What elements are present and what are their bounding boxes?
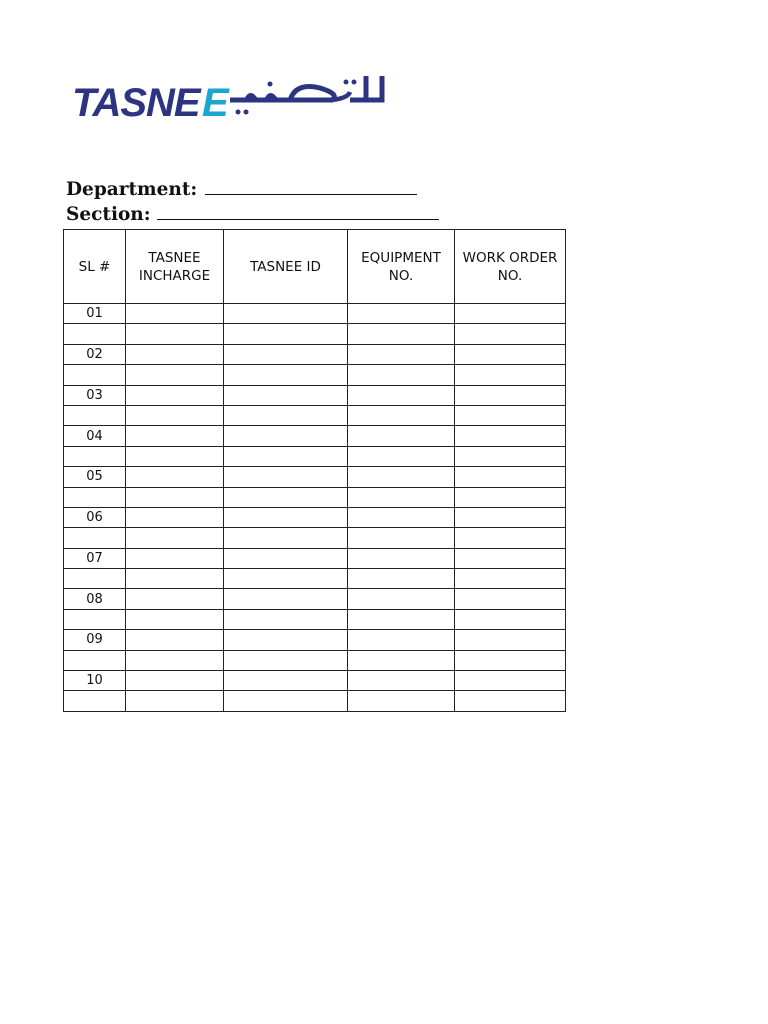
entry-cell[interactable]	[224, 548, 348, 568]
svg-text:TASNE: TASNE	[72, 81, 200, 122]
entry-cell[interactable]	[348, 426, 455, 446]
svg-text:E: E	[202, 81, 229, 122]
entry-cell[interactable]	[348, 487, 455, 507]
entry-cell[interactable]	[455, 569, 566, 589]
table-row	[64, 304, 566, 324]
entry-cell[interactable]	[126, 344, 224, 364]
table-row	[64, 630, 566, 650]
department-label: Department:	[66, 179, 198, 200]
entry-cell[interactable]	[455, 365, 566, 385]
entry-cell[interactable]	[126, 426, 224, 446]
header-equipment-no: EQUIPMENT NO.	[348, 230, 455, 304]
serial-cell: 01	[64, 304, 126, 324]
entry-cell[interactable]	[126, 528, 224, 548]
table-header-row	[64, 230, 566, 304]
table-row	[64, 365, 566, 385]
entry-cell[interactable]	[348, 630, 455, 650]
serial-cell: 08	[64, 589, 126, 609]
table-row	[64, 385, 566, 405]
entry-cell[interactable]	[455, 446, 566, 466]
serial-cell: 04	[64, 426, 126, 446]
entry-cell[interactable]	[126, 365, 224, 385]
entry-cell[interactable]	[348, 324, 455, 344]
table-row	[64, 405, 566, 425]
entry-cell[interactable]	[126, 589, 224, 609]
header-incharge: TASNEE INCHARGE	[126, 230, 224, 304]
entry-cell[interactable]	[224, 671, 348, 691]
entry-cell[interactable]	[224, 609, 348, 629]
serial-cell: 09	[64, 630, 126, 650]
entry-cell[interactable]	[348, 569, 455, 589]
entry-cell[interactable]	[224, 691, 348, 711]
entry-cell[interactable]	[224, 405, 348, 425]
table-row	[64, 671, 566, 691]
table-row	[64, 589, 566, 609]
serial-cell	[64, 365, 126, 385]
entry-cell[interactable]	[455, 691, 566, 711]
entry-cell[interactable]	[126, 569, 224, 589]
table-row	[64, 609, 566, 629]
entry-cell[interactable]	[126, 630, 224, 650]
table-row	[64, 548, 566, 568]
serial-cell: 06	[64, 507, 126, 527]
entry-cell[interactable]	[455, 324, 566, 344]
entry-cell[interactable]	[455, 609, 566, 629]
entry-cell[interactable]	[224, 569, 348, 589]
serial-cell: 10	[64, 671, 126, 691]
section-label: Section:	[66, 204, 151, 225]
serial-cell: 05	[64, 467, 126, 487]
entry-cell[interactable]	[224, 630, 348, 650]
entry-cell[interactable]	[224, 304, 348, 324]
entry-cell[interactable]	[348, 650, 455, 670]
entry-cell[interactable]	[348, 609, 455, 629]
entry-cell[interactable]	[348, 548, 455, 568]
serial-cell	[64, 691, 126, 711]
entry-cell[interactable]	[126, 467, 224, 487]
entry-cell[interactable]	[224, 487, 348, 507]
entry-cell[interactable]	[224, 467, 348, 487]
entry-cell[interactable]	[348, 344, 455, 364]
table-row	[64, 324, 566, 344]
entry-cell[interactable]	[348, 385, 455, 405]
entry-cell[interactable]	[455, 405, 566, 425]
entry-cell[interactable]	[348, 365, 455, 385]
entry-cell[interactable]	[126, 609, 224, 629]
entry-cell[interactable]	[126, 650, 224, 670]
entry-cell[interactable]	[455, 507, 566, 527]
serial-cell	[64, 650, 126, 670]
entry-cell[interactable]	[126, 671, 224, 691]
entry-cell[interactable]	[348, 467, 455, 487]
entry-cell[interactable]	[126, 324, 224, 344]
entry-cell[interactable]	[224, 507, 348, 527]
entry-cell[interactable]	[348, 304, 455, 324]
header-sl: SL #	[64, 230, 126, 304]
header-tasnee-id: TASNEE ID	[224, 230, 348, 304]
entry-cell[interactable]	[224, 589, 348, 609]
serial-cell	[64, 528, 126, 548]
entry-cell[interactable]	[455, 467, 566, 487]
serial-cell	[64, 569, 126, 589]
section-blank-line[interactable]	[157, 203, 439, 220]
entry-cell[interactable]	[455, 528, 566, 548]
entry-cell[interactable]	[348, 405, 455, 425]
entry-cell[interactable]	[224, 446, 348, 466]
serial-cell: 03	[64, 385, 126, 405]
table-row	[64, 569, 566, 589]
entry-cell[interactable]	[348, 691, 455, 711]
entry-cell[interactable]	[455, 304, 566, 324]
serial-cell	[64, 487, 126, 507]
entry-cell[interactable]	[224, 365, 348, 385]
entry-cell[interactable]	[348, 671, 455, 691]
entry-cell[interactable]	[224, 344, 348, 364]
header-work-order-no: WORK ORDER NO.	[455, 230, 566, 304]
table-row	[64, 691, 566, 711]
serial-cell	[64, 324, 126, 344]
entry-cell[interactable]	[455, 487, 566, 507]
serial-cell	[64, 405, 126, 425]
table-row	[64, 487, 566, 507]
entry-cell[interactable]	[126, 405, 224, 425]
entry-cell[interactable]	[224, 426, 348, 446]
entry-cell[interactable]	[126, 385, 224, 405]
entry-cell[interactable]	[224, 528, 348, 548]
section-field	[66, 203, 439, 225]
serial-cell	[64, 609, 126, 629]
table-row	[64, 344, 566, 364]
entry-cell[interactable]	[348, 446, 455, 466]
table-body	[64, 304, 566, 712]
serial-cell: 07	[64, 548, 126, 568]
table-row	[64, 507, 566, 527]
department-field	[66, 178, 417, 200]
entry-cell[interactable]	[224, 650, 348, 670]
entry-cell[interactable]	[348, 507, 455, 527]
department-blank-line[interactable]	[205, 178, 417, 195]
table-row	[64, 426, 566, 446]
entry-cell[interactable]	[455, 589, 566, 609]
entry-cell[interactable]	[455, 344, 566, 364]
entry-cell[interactable]	[126, 691, 224, 711]
serial-cell	[64, 446, 126, 466]
entry-cell[interactable]	[126, 548, 224, 568]
entry-cell[interactable]	[126, 487, 224, 507]
entry-cell[interactable]	[348, 528, 455, 548]
entry-cell[interactable]	[224, 385, 348, 405]
tasnee-logo	[70, 70, 390, 122]
entry-cell[interactable]	[455, 385, 566, 405]
entry-cell[interactable]	[224, 324, 348, 344]
table-row	[64, 446, 566, 466]
entry-cell[interactable]	[455, 671, 566, 691]
entry-cell[interactable]	[455, 426, 566, 446]
entry-cell[interactable]	[126, 507, 224, 527]
table-row	[64, 528, 566, 548]
entry-cell[interactable]	[455, 630, 566, 650]
table-row	[64, 467, 566, 487]
work-order-table	[63, 229, 566, 712]
entry-cell[interactable]	[126, 446, 224, 466]
entry-cell[interactable]	[348, 589, 455, 609]
entry-cell[interactable]	[455, 650, 566, 670]
entry-cell[interactable]	[455, 548, 566, 568]
serial-cell: 02	[64, 344, 126, 364]
entry-cell[interactable]	[126, 304, 224, 324]
table-row	[64, 650, 566, 670]
